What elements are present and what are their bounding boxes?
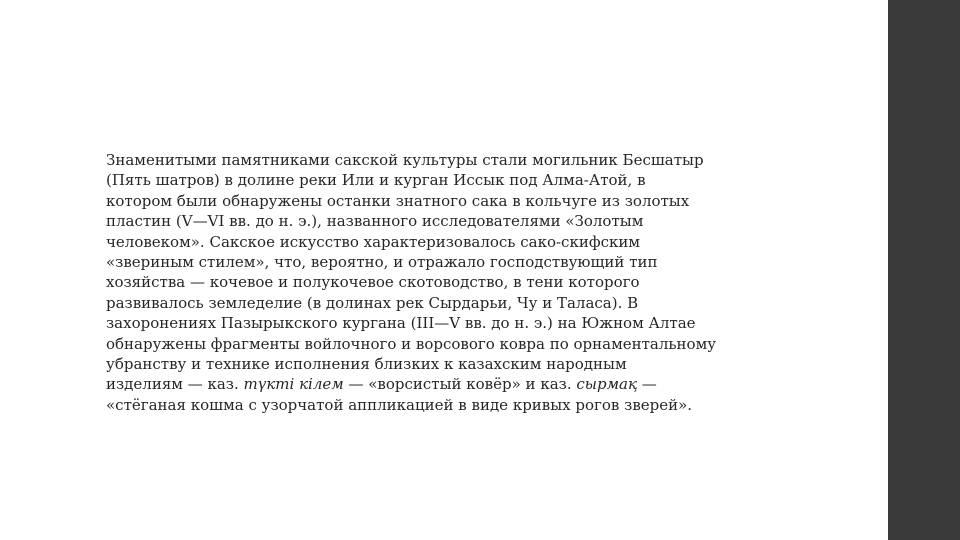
- text-line: обнаружены фрагменты войлочного и ворсового ковра по орнаментальному: [106, 334, 717, 353]
- text-line: котором были обнаружены останки знатного сака в кольчуге из золотых: [106, 191, 690, 210]
- text-segment: изделиям — каз.: [106, 375, 244, 394]
- text-line: захоронениях Пазырыкского кургана (III—V вв. до н. э.) на Южном Алтае: [106, 314, 696, 333]
- text-line: Знаменитыми памятниками сакской культуры стали могильник Бесшатыр: [106, 151, 704, 169]
- right-accent-bar: [888, 0, 960, 540]
- text-line: развивалось земледелие (в долинах рек Сырдарьи, Чу и Таласа). В: [106, 293, 639, 312]
- text-line: «стёганая кошма с узорчатой аппликацией в виде кривых рогов зверей».: [106, 395, 693, 414]
- text-line: (Пять шатров) в долине реки Или и курган Иссык под Алма-Атой, в: [106, 171, 646, 190]
- text-segment: — «ворсистый ковёр» и каз.: [343, 375, 577, 394]
- kazakh-term: түкті кілем: [243, 375, 344, 394]
- text-line: хозяйства — кочевое и полукочевое скотоводство, в тени которого: [106, 273, 640, 292]
- kazakh-term: сырмақ: [576, 375, 638, 394]
- text-line: человеком». Сакское искусство характеризовалось сако-скифским: [106, 232, 641, 251]
- text-line: «звериным стилем», что, вероятно, и отражало господствующий тип: [106, 253, 658, 272]
- body-text: [106, 150, 796, 415]
- text-segment: —: [637, 375, 657, 394]
- text-line: [106, 374, 796, 394]
- text-line: пластин (V—VI вв. до н. э.), названного исследователями «Золотым: [106, 212, 644, 231]
- text-line: убранству и технике исполнения близких к казахским народным: [106, 355, 627, 374]
